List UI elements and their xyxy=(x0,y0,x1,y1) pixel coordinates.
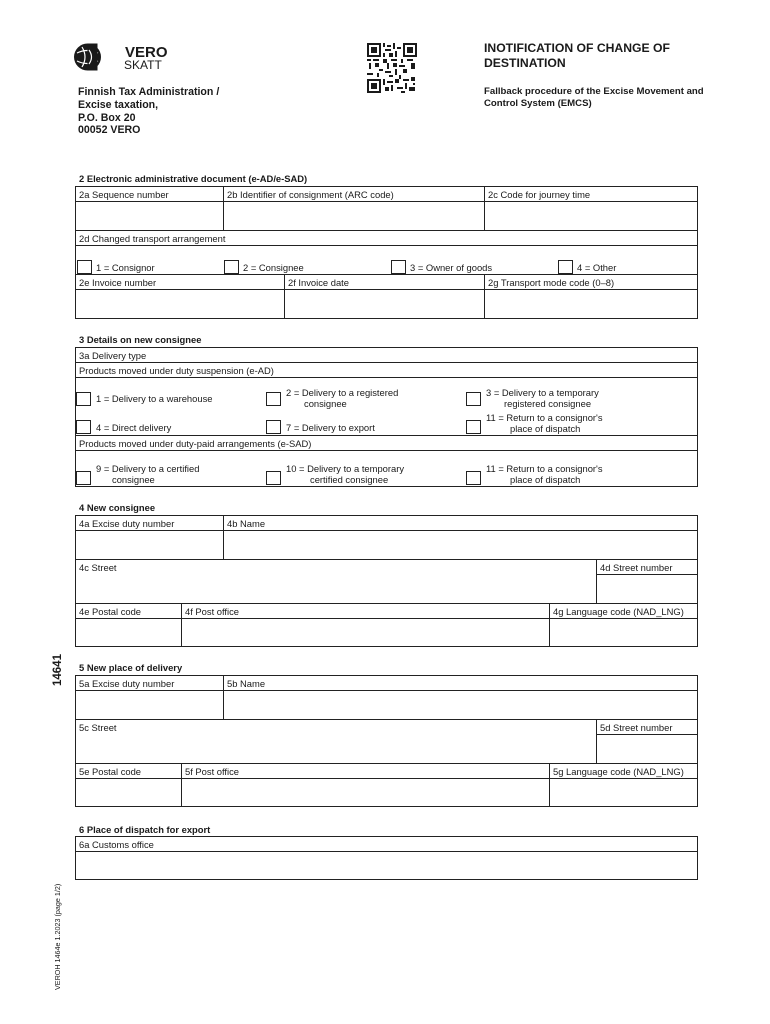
customs-office-field[interactable] xyxy=(76,852,697,879)
section-3-title: 3 Details on new consignee xyxy=(79,334,202,345)
option-text: place of dispatch xyxy=(510,422,581,434)
delivery-street-field[interactable] xyxy=(76,735,596,763)
consignee-post-office-field[interactable] xyxy=(182,619,549,646)
delivery-temporary-registered-checkbox[interactable] xyxy=(466,392,481,406)
consignee-name-field[interactable] xyxy=(224,531,697,559)
option-label xyxy=(286,388,398,409)
delivery-temporary-certified-checkbox[interactable] xyxy=(266,471,281,485)
consignee-street-number-label: 4d Street number xyxy=(600,562,673,573)
sequence-number-label: 2a Sequence number xyxy=(79,189,169,200)
invoice-number-label: 2e Invoice number xyxy=(79,277,157,288)
option-text: consignee xyxy=(304,397,347,409)
consignee-language-field[interactable] xyxy=(550,619,697,646)
option-text: 2 = Delivery to a registered xyxy=(286,387,399,398)
address-line: Excise taxation, xyxy=(78,98,159,111)
delivery-warehouse-checkbox[interactable] xyxy=(76,392,91,406)
delivery-post-office-label: 5f Post office xyxy=(185,766,240,777)
consignee-post-office-label: 4f Post office xyxy=(185,606,240,617)
delivery-language-label: 5g Language code (NAD_LNG) xyxy=(553,766,684,777)
consignee-street-field[interactable] xyxy=(76,575,596,603)
option-text: place of dispatch xyxy=(510,473,581,485)
option-text: 4 = Direct delivery xyxy=(96,422,172,433)
consignee-name-label: 4b Name xyxy=(227,518,266,529)
invoice-date-field[interactable] xyxy=(285,290,484,318)
option-label: 1 = Consignor xyxy=(96,262,155,273)
logo-top-text: VERO xyxy=(125,44,168,61)
option-label xyxy=(96,423,171,434)
direct-delivery-checkbox[interactable] xyxy=(76,420,91,434)
divider xyxy=(75,719,698,720)
divider xyxy=(75,435,698,436)
consignee-excise-label: 4a Excise duty number xyxy=(79,518,175,529)
option-text: 3 = Delivery to a temporary xyxy=(486,387,599,398)
consignee-street-number-field[interactable] xyxy=(597,575,697,603)
delivery-excise-field[interactable] xyxy=(76,691,223,719)
transport-owner-checkbox[interactable] xyxy=(391,260,406,274)
invoice-number-field[interactable] xyxy=(76,290,284,318)
arc-code-label: 2b Identifier of consignment (ARC code) xyxy=(227,189,394,200)
section-2-title: 2 Electronic administrative document (e-AD/e-SAD) xyxy=(79,173,308,184)
divider xyxy=(75,450,698,451)
divider xyxy=(75,362,698,363)
delivery-export-checkbox[interactable] xyxy=(266,420,281,434)
consignee-postal-code-label: 4e Postal code xyxy=(79,606,142,617)
recipient-address xyxy=(78,86,219,137)
transport-consignee-checkbox[interactable] xyxy=(224,260,239,274)
option-text: 9 = Delivery to a certified xyxy=(96,463,200,474)
delivery-street-label: 5c Street xyxy=(79,722,117,733)
consignee-postal-code-field[interactable] xyxy=(76,619,181,646)
transport-mode-field[interactable] xyxy=(485,290,697,318)
section-5-title: 5 New place of delivery xyxy=(79,662,183,673)
divider xyxy=(75,245,698,246)
section-4-title: 4 New consignee xyxy=(79,502,156,513)
address-line: P.O. Box 20 xyxy=(78,111,136,124)
option-label xyxy=(96,394,212,405)
option-text: consignee xyxy=(112,473,155,485)
journey-time-field[interactable] xyxy=(485,202,697,230)
form-code: VEROH 1464e 1.2023 (page 1/2) xyxy=(53,883,62,990)
divider xyxy=(75,763,698,764)
option-label: 2 = Consignee xyxy=(243,262,304,273)
divider xyxy=(75,230,698,231)
transport-other-checkbox[interactable] xyxy=(558,260,573,274)
delivery-post-office-field[interactable] xyxy=(182,779,549,806)
option-text: registered consignee xyxy=(504,397,592,409)
address-line: 00052 VERO xyxy=(78,124,141,137)
duty-suspension-label: Products moved under duty suspension (e-AD) xyxy=(79,365,274,376)
delivery-certified-consignee-checkbox[interactable] xyxy=(76,471,91,485)
duty-paid-label: Products moved under duty-paid arrangements (e-SAD) xyxy=(79,438,312,449)
option-label xyxy=(486,388,599,409)
option-label: 3 = Owner of goods xyxy=(410,262,493,273)
transport-mode-label: 2g Transport mode code (0–8) xyxy=(488,277,615,288)
consignee-street-label: 4c Street xyxy=(79,562,117,573)
option-label xyxy=(96,464,199,485)
form-title: INOTIFICATION OF CHANGE OF DESTINATION xyxy=(484,41,670,70)
delivery-postal-code-field[interactable] xyxy=(76,779,181,806)
customs-office-label: 6a Customs office xyxy=(79,839,154,850)
delivery-registered-consignee-checkbox[interactable] xyxy=(266,392,281,406)
invoice-date-label: 2f Invoice date xyxy=(288,277,349,288)
consignee-excise-field[interactable] xyxy=(76,531,223,559)
option-text: 10 = Delivery to a temporary xyxy=(286,463,405,474)
option-label xyxy=(486,464,603,485)
form-number: 14641 xyxy=(52,654,64,686)
option-text: certified consignee xyxy=(310,473,389,485)
qr-code xyxy=(367,43,417,93)
return-consignor-duty-paid-checkbox[interactable] xyxy=(466,471,481,485)
consignee-language-label: 4g Language code (NAD_LNG) xyxy=(553,606,684,617)
delivery-language-field[interactable] xyxy=(550,779,697,806)
delivery-street-number-label: 5d Street number xyxy=(600,722,673,733)
vero-skatt-logo xyxy=(74,43,168,71)
logo-bottom-text: SKATT xyxy=(124,58,162,71)
sequence-number-field[interactable] xyxy=(76,202,223,230)
delivery-name-field[interactable] xyxy=(224,691,697,719)
return-consignor-suspension-checkbox[interactable] xyxy=(466,420,481,434)
form-subtitle: Fallback procedure of the Excise Movement and Control System (EMCS) xyxy=(484,86,704,109)
option-label xyxy=(286,464,404,485)
option-text: 1 = Delivery to a warehouse xyxy=(96,393,213,404)
divider xyxy=(75,274,698,275)
journey-time-label: 2c Code for journey time xyxy=(488,189,591,200)
option-label xyxy=(486,413,603,434)
delivery-street-number-field[interactable] xyxy=(597,735,697,763)
delivery-postal-code-label: 5e Postal code xyxy=(79,766,142,777)
delivery-type-label: 3a Delivery type xyxy=(79,350,147,361)
option-text: 7 = Delivery to export xyxy=(286,422,375,433)
divider xyxy=(75,377,698,378)
arc-code-field[interactable] xyxy=(224,202,484,230)
option-text: 11 = Return to a consignor's xyxy=(486,412,603,423)
section-6-title: 6 Place of dispatch for export xyxy=(79,824,211,835)
delivery-name-label: 5b Name xyxy=(227,678,266,689)
delivery-excise-label: 5a Excise duty number xyxy=(79,678,175,689)
divider xyxy=(75,559,698,560)
address-line: Finnish Tax Administration / xyxy=(78,86,220,98)
transport-consignor-checkbox[interactable] xyxy=(77,260,92,274)
option-label xyxy=(286,423,375,434)
transport-arrangement-label: 2d Changed transport arrangement xyxy=(79,233,226,244)
option-label: 4 = Other xyxy=(577,262,617,273)
divider xyxy=(75,603,698,604)
option-text: 11 = Return to a consignor's xyxy=(486,463,603,474)
